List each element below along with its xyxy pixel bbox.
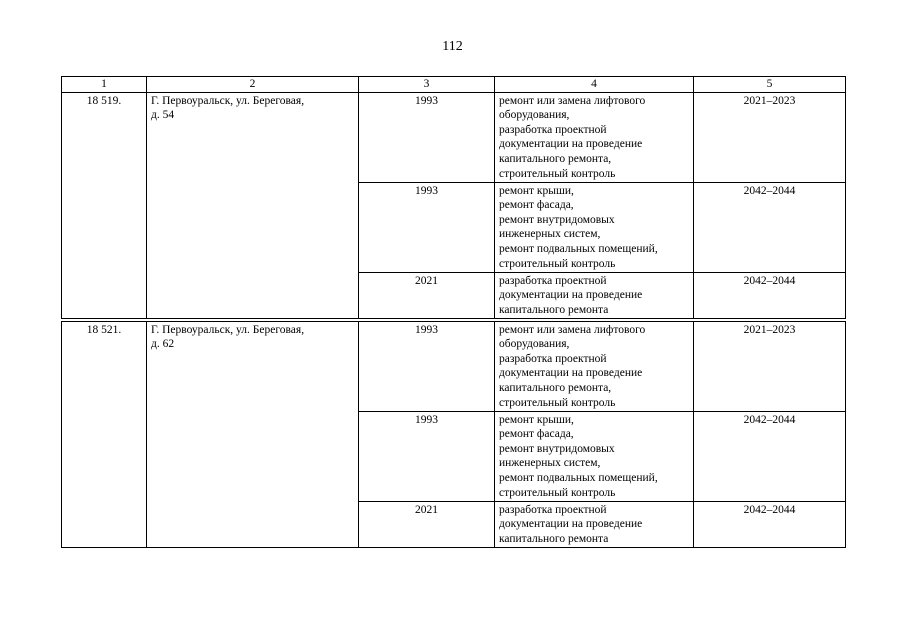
work-types: ремонт крыши, ремонт фасада, ремонт внутридомовых инженерных систем, ремонт подвальных помещений, строительный контроль	[495, 411, 694, 501]
column-header: 1	[62, 77, 147, 93]
column-header: 4	[495, 77, 694, 93]
work-types: ремонт или замена лифтового оборудования, разработка проектной документации на проведение капитального ремонта, строительный контроль	[495, 92, 694, 182]
entry-number: 18 521.	[62, 321, 147, 547]
entry-address: Г. Первоуральск, ул. Береговая, д. 54	[147, 92, 359, 318]
page-number: 112	[442, 39, 463, 54]
commission-year: 1993	[359, 321, 495, 411]
column-header: 3	[359, 77, 495, 93]
table-row	[62, 321, 846, 411]
work-period: 2042–2044	[694, 501, 846, 547]
entry-address: Г. Первоуральск, ул. Береговая, д. 62	[147, 321, 359, 547]
work-period: 2042–2044	[694, 182, 846, 272]
table-header-row	[62, 77, 846, 93]
work-types: разработка проектной документации на проведение капитального ремонта	[495, 501, 694, 547]
entry-number: 18 519.	[62, 92, 147, 318]
commission-year: 1993	[359, 182, 495, 272]
table-row	[62, 92, 846, 182]
work-period: 2021–2023	[694, 321, 846, 411]
commission-year: 2021	[359, 501, 495, 547]
commission-year: 1993	[359, 92, 495, 182]
work-period: 2042–2044	[694, 411, 846, 501]
column-header: 2	[147, 77, 359, 93]
work-types: разработка проектной документации на проведение капитального ремонта	[495, 272, 694, 318]
work-types: ремонт или замена лифтового оборудования, разработка проектной документации на проведение капитального ремонта, строительный контроль	[495, 321, 694, 411]
commission-year: 1993	[359, 411, 495, 501]
column-header: 5	[694, 77, 846, 93]
repair-schedule-table	[61, 76, 846, 548]
work-types: ремонт крыши, ремонт фасада, ремонт внутридомовых инженерных систем, ремонт подвальных помещений, строительный контроль	[495, 182, 694, 272]
commission-year: 2021	[359, 272, 495, 318]
work-period: 2021–2023	[694, 92, 846, 182]
work-period: 2042–2044	[694, 272, 846, 318]
